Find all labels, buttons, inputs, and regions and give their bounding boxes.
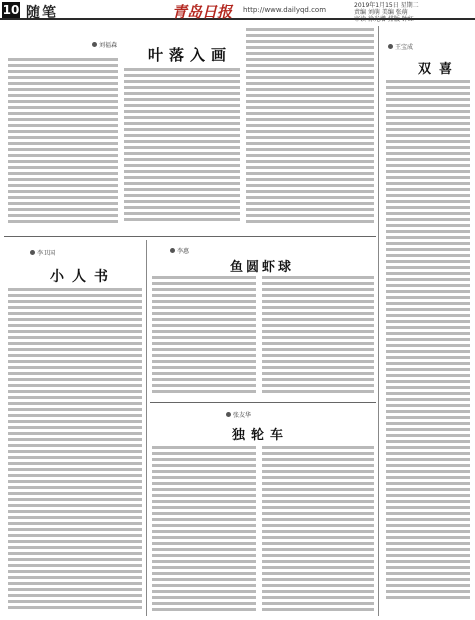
site-url[interactable]: http://www.dailyqd.com <box>243 6 327 14</box>
byline-dot-icon <box>226 412 231 417</box>
page-number: 10 <box>2 3 20 17</box>
column-divider-left <box>146 240 147 616</box>
dateline <box>354 2 419 23</box>
article-body-5b <box>262 446 374 614</box>
article-title-2: 双喜 <box>418 62 461 77</box>
byline-article-3 <box>30 248 55 257</box>
byline-text: 李卫国 <box>37 250 56 257</box>
dateline-editors: 责编 刘萌 美编 张萌 <box>354 9 408 16</box>
article-body-1b <box>124 68 240 230</box>
byline-dot-icon <box>30 250 35 255</box>
dateline-date: 2019年1月15日 星期二 <box>354 2 419 9</box>
byline-article-4 <box>170 246 189 255</box>
byline-article-2 <box>388 42 413 51</box>
article-body-1a <box>8 58 118 230</box>
article-title-3: 小人书 <box>50 269 116 285</box>
article-body-4b <box>262 276 374 398</box>
article-title-4: 鱼圆虾球 <box>230 260 295 275</box>
newspaper-logo: 青岛日报 <box>172 3 233 21</box>
article-body-4a <box>152 276 256 398</box>
column-divider-right <box>378 26 379 616</box>
article-body-1c <box>246 28 374 230</box>
dateline-reviewers: 审读 徐光增 排版 钟红 <box>354 16 414 23</box>
section-title: 随笔 <box>26 5 58 21</box>
byline-dot-icon <box>92 42 97 47</box>
article-title-1: 叶落入画 <box>148 46 233 64</box>
row-divider-top <box>4 236 376 237</box>
byline-article-1 <box>92 40 117 49</box>
article-title-5: 独轮车 <box>232 428 290 443</box>
article-body-2 <box>386 80 470 612</box>
byline-text: 张友华 <box>233 412 252 419</box>
byline-text: 刘福森 <box>99 42 118 49</box>
article-body-3 <box>8 288 142 614</box>
page-header <box>0 0 475 23</box>
article-body-5a <box>152 446 256 614</box>
row-divider-middle <box>150 402 376 403</box>
byline-text: 王宝成 <box>395 44 414 51</box>
byline-dot-icon <box>170 248 175 253</box>
byline-dot-icon <box>388 44 393 49</box>
byline-text: 李惠 <box>177 248 190 255</box>
byline-article-5 <box>226 410 251 419</box>
